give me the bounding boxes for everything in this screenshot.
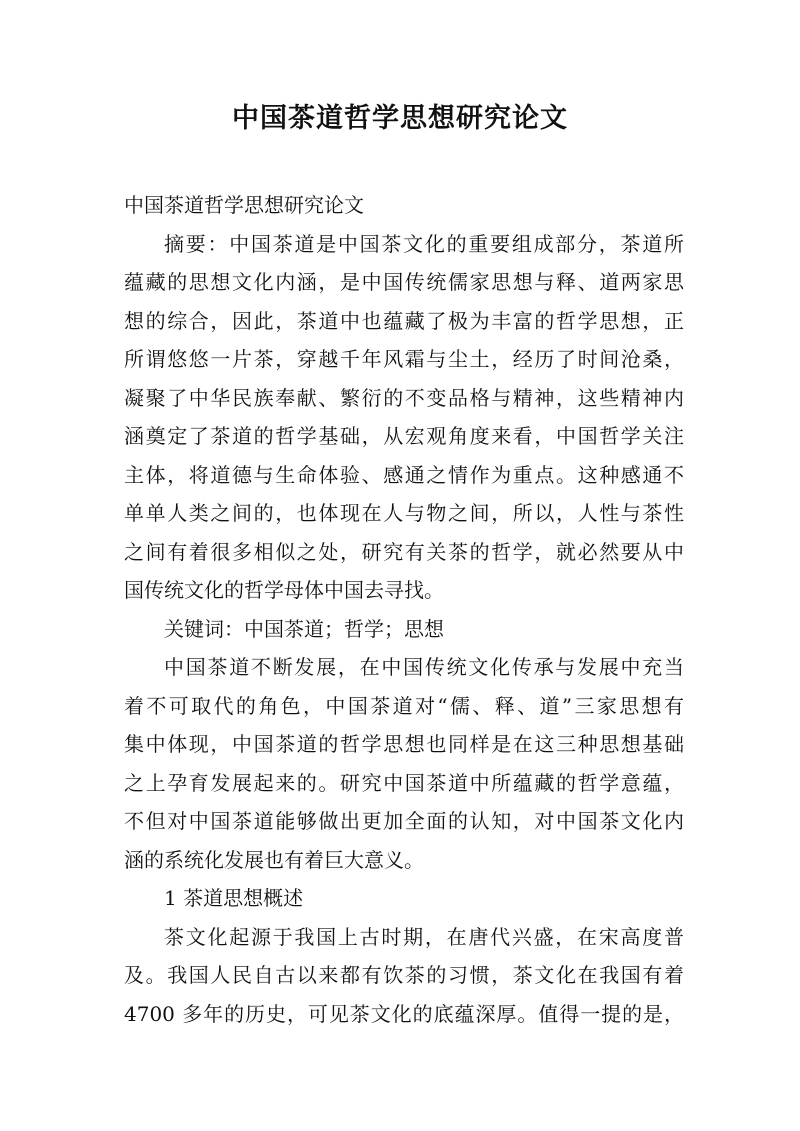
text-line: 凝聚了中华民族奉献、繁衍的不变品格与精神，这些精神内 bbox=[124, 385, 684, 410]
text-line: 涵的系统化发展也有着巨大意义。 bbox=[124, 847, 424, 872]
text-line: 之上孕育发展起来的。研究中国茶道中所蕴藏的哲学意蕴， bbox=[124, 770, 684, 795]
text-line: 不但对中国茶道能够做出更加全面的认知，对中国茶文化内 bbox=[124, 809, 684, 833]
text-line: 国传统文化的哲学母体中国去寻找。 bbox=[124, 578, 444, 602]
text-line: 单单人类之间的，也体现在人与物之间，所以，人性与茶性 bbox=[124, 501, 684, 525]
document-title: 中国茶道哲学思想研究论文 bbox=[232, 103, 568, 134]
text-line: 集中体现，中国茶道的哲学思想也同样是在这三种思想基础 bbox=[124, 732, 684, 756]
text-line: 中国茶道哲学思想研究论文 bbox=[124, 193, 364, 217]
text-line: 及。我国人民自古以来都有饮茶的习惯，茶文化在我国有着 bbox=[124, 963, 684, 987]
text-line: 中国茶道不断发展，在中国传统文化传承与发展中充当 bbox=[164, 655, 684, 679]
text-line: 茶文化起源于我国上古时期，在唐代兴盛，在宋高度普 bbox=[164, 924, 684, 949]
document-body bbox=[124, 186, 684, 1033]
text-line: 摘要：中国茶道是中国茶文化的重要组成部分，茶道所 bbox=[164, 231, 684, 256]
text-line: 关键词：中国茶道；哲学；思想 bbox=[164, 616, 444, 641]
text-line: 想的综合，因此，茶道中也蕴藏了极为丰富的哲学思想，正 bbox=[124, 308, 684, 333]
text-line: 1 茶道思想概述 bbox=[164, 886, 304, 910]
text-line: 涵奠定了茶道的哲学基础，从宏观角度来看，中国哲学关注 bbox=[124, 424, 684, 448]
text-line: 着不可取代的角色，中国茶道对“儒、释、道”三家思想有 bbox=[124, 693, 684, 718]
text-line: 之间有着很多相似之处，研究有关茶的哲学，就必然要从中 bbox=[124, 539, 684, 564]
text-line: 4700 多年的历史，可见茶文化的底蕴深厚。值得一提的是， bbox=[124, 1001, 684, 1026]
text-line: 所谓悠悠一片茶，穿越千年风霜与尘土，经历了时间沧桑， bbox=[124, 347, 684, 371]
text-line: 蕴藏的思想文化内涵，是中国传统儒家思想与释、道两家思 bbox=[124, 270, 684, 294]
text-line: 主体，将道德与生命体验、感通之情作为重点。这种感通不 bbox=[124, 462, 684, 487]
